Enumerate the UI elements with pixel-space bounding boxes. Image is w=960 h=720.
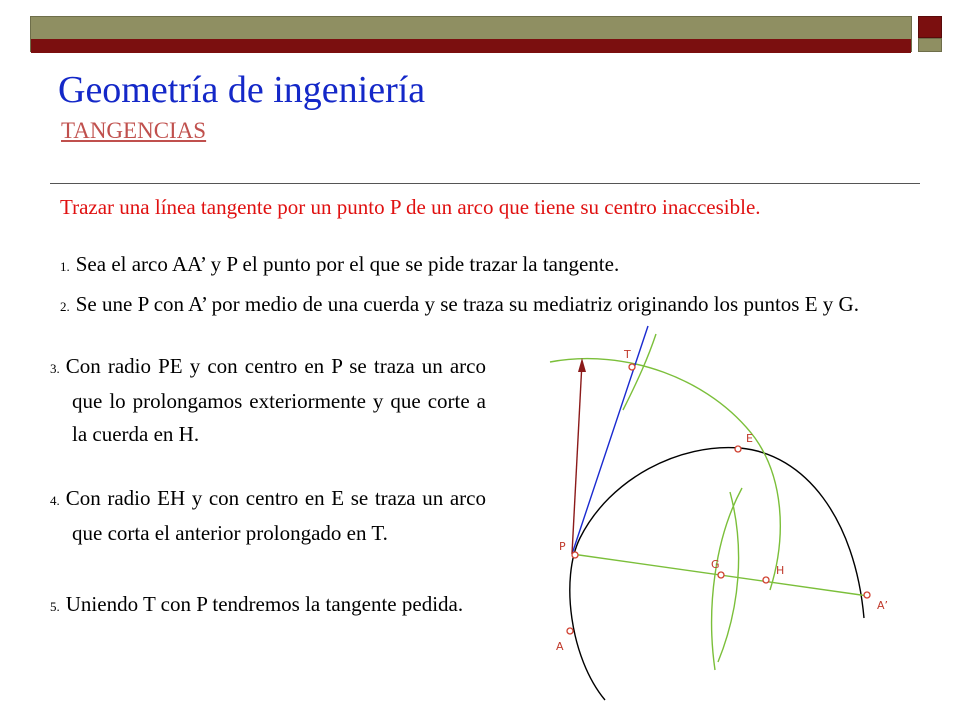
label-a: A: [556, 640, 564, 653]
given-arc: [570, 448, 864, 700]
step-number: 1.: [60, 259, 70, 274]
step-1: [60, 248, 940, 283]
arrow-head-icon: [578, 358, 586, 372]
label-h: H: [776, 564, 785, 577]
step-4: [50, 482, 486, 550]
point-t: [629, 364, 635, 370]
point-e: [735, 446, 741, 452]
title-bar-band-maroon: [31, 39, 911, 53]
label-e: E: [746, 432, 753, 445]
step-number: 2.: [60, 299, 70, 314]
corner-square-decoration-lower: [918, 38, 942, 52]
point-g: [718, 572, 724, 578]
title-bar-decoration: [30, 16, 912, 52]
tangent-construction-figure: [530, 318, 930, 718]
label-t: T: [624, 348, 631, 361]
step-text: Se une P con A’ por medio de una cuerda y se traza su mediatriz originando los puntos E y G.: [75, 292, 859, 316]
point-h: [763, 577, 769, 583]
section-link[interactable]: TANGENCIAS: [61, 118, 207, 143]
label-g: G: [711, 558, 720, 571]
divider: [50, 183, 920, 184]
label-a-prime: A’: [877, 599, 889, 612]
step-text: Uniendo T con P tendremos la tangente pedida.: [65, 592, 464, 616]
title-bar-band-olive: [31, 17, 911, 39]
problem-statement: Trazar una línea tangente por un punto P de un arco que tiene su centro inaccesible.: [60, 195, 761, 219]
step-5: [50, 588, 486, 623]
step-number: 3.: [50, 361, 60, 376]
arc-center-e: [623, 334, 656, 410]
point-p: [572, 552, 578, 558]
point-a-prime: [864, 592, 870, 598]
step-text: Sea el arco AA’ y P el punto por el que se pide trazar la tangente.: [75, 252, 620, 276]
label-p: P: [559, 540, 566, 553]
point-a: [567, 628, 573, 634]
step-number: 5.: [50, 599, 60, 614]
page-title: Geometría de ingeniería: [58, 69, 426, 111]
construction-arrow: [572, 362, 582, 554]
corner-square-decoration: [918, 16, 942, 38]
step-number: 4.: [50, 493, 60, 508]
step-text: Con radio PE y con centro en P se traza un arco que lo prolongamos exteriormente y que corte a la cuerda en H.: [65, 354, 486, 446]
step-3: [50, 350, 486, 451]
step-text: Con radio EH y con centro en E se traza un arco que corta el anterior prolongado en T.: [65, 486, 486, 545]
